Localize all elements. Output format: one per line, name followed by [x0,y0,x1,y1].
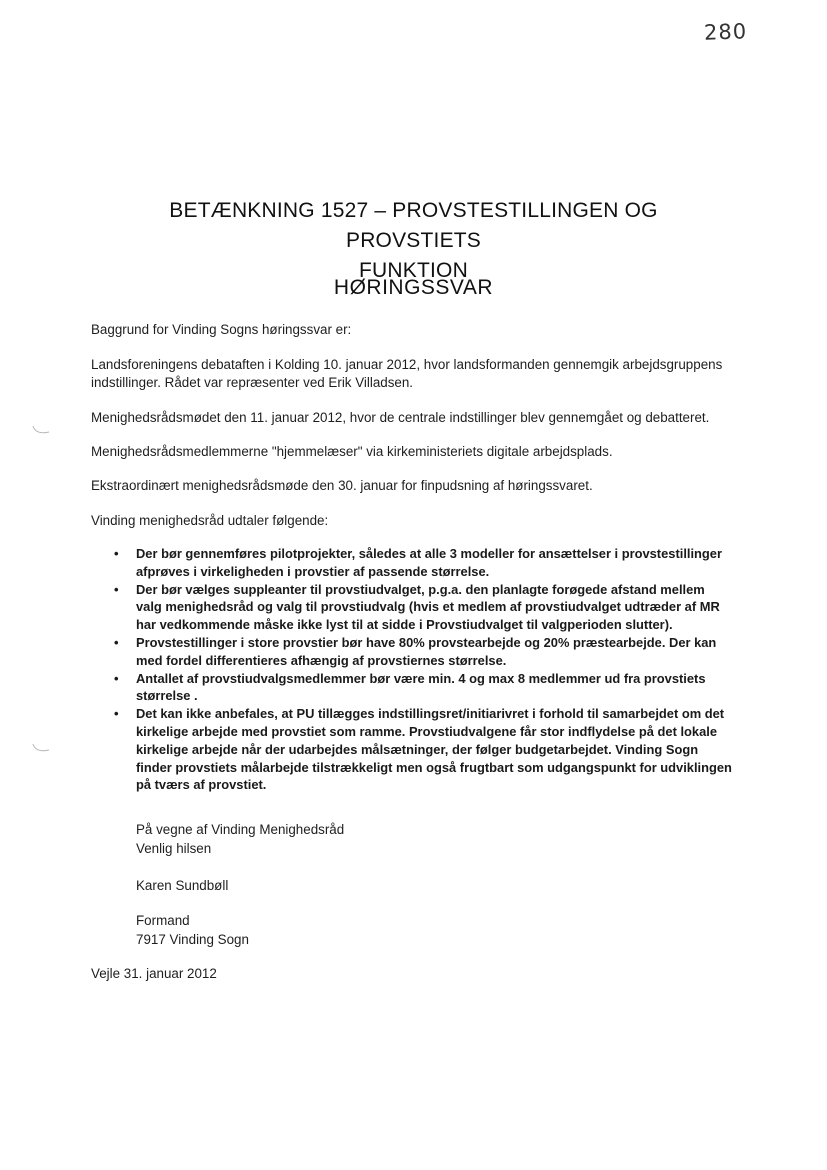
signature-name: Karen Sundbøll [136,878,229,893]
paragraph-debate-evening [91,356,741,392]
signature-address: 7917 Vinding Sogn [136,932,249,947]
list-item: • Provstestillinger i store provstier bør have 80% provstearbejde og 20% præstearbejde. Der kan med fordel differentieres afhængig af provstiernes størrelse. [114,634,717,668]
paragraph-home-reading: Menighedsrådsmedlemmerne "hjemmelæser" via kirkeministeriets digitale arbejdsplads. [91,444,613,459]
paragraph-line: indstillinger. Rådet var repræsenter ved Erik Villadsen. [91,375,414,390]
title-line-2: FUNKTION [359,259,468,282]
list-item: • Der bør vælges suppleanter til provstiudvalget, p.g.a. den planlagte forøgede afstand mellem valg menighedsråd og valg til provstiudvalg (hvis et medlem af provstiudvalget udtræder af MR har vedkommende måske ikke lyst til at sidde i Provstiudvalget til valgperioden slutter). [114,581,720,633]
bullet-icon: • [114,581,119,597]
bullet-icon: • [114,670,119,686]
signature-role-block [136,911,249,949]
signature-block [136,820,344,858]
signature-greeting: Venlig hilsen [136,841,212,856]
signature-role: Formand [136,913,190,928]
recommendations-list [108,545,748,794]
bullet-icon: • [114,546,119,561]
paragraph-statement-intro: Vinding menighedsråd udtaler følgende: [91,513,329,528]
list-item: • Det kan ikke anbefales, at PU tillægges indstillingsret/initiarivret i forhold til samarbejdet om det kirkelige arbejde med provstiet som ramme. Provstiudvalgene får stor indflydelse på det lokale kirkelige arbejde når der udarbejdes målsætninger, der følger budgetarbejdet. Vinding Sogn finder provstiets målarbejde tilstrækkeligt men også frugtbart som udgangspunkt for udviklingen på tværs af provstiet. [114,706,732,793]
signature-on-behalf: På vegne af Vinding Menighedsråd [136,822,345,837]
document-subtitle: HØRINGSSVAR [333,276,494,299]
punch-hole-mark-upper [30,424,52,436]
paragraph-extra-meeting: Ekstraordinært menighedsrådsmøde den 30. januar for finpudsning af høringssvaret. [91,478,593,493]
document-title [100,196,727,286]
punch-hole-mark-lower [30,742,52,754]
title-line-1: BETÆNKNING 1527 – PROVSTESTILLINGEN OG PROVSTIETS [169,199,658,252]
list-item: • Antallet af provstiudvalgsmedlemmer bør være min. 4 og max 8 medlemmer ud fra provstiets størrelse . [114,670,706,704]
paragraph-council-meeting: Menighedsrådsmødet den 11. januar 2012, hvor de centrale indstillinger blev gennemgået og debatteret. [91,410,710,425]
paragraph-line: Landsforeningens debataften i Kolding 10. januar 2012, hvor landsformanden gennemgik arbejdsgruppens [91,357,723,372]
bullet-icon: • [114,706,119,722]
date-line: Vejle 31. januar 2012 [91,966,217,981]
intro-paragraph: Baggrund for Vinding Sogns høringssvar er: [91,322,352,337]
list-item: • Der bør gennemføres pilotprojekter, således at alle 3 modeller for ansættelser i provstestillinger afprøves i virkeligheden i provstier af passende størrelse. [114,546,722,579]
bullet-icon: • [114,634,119,650]
handwritten-page-number: 280 [703,19,748,45]
